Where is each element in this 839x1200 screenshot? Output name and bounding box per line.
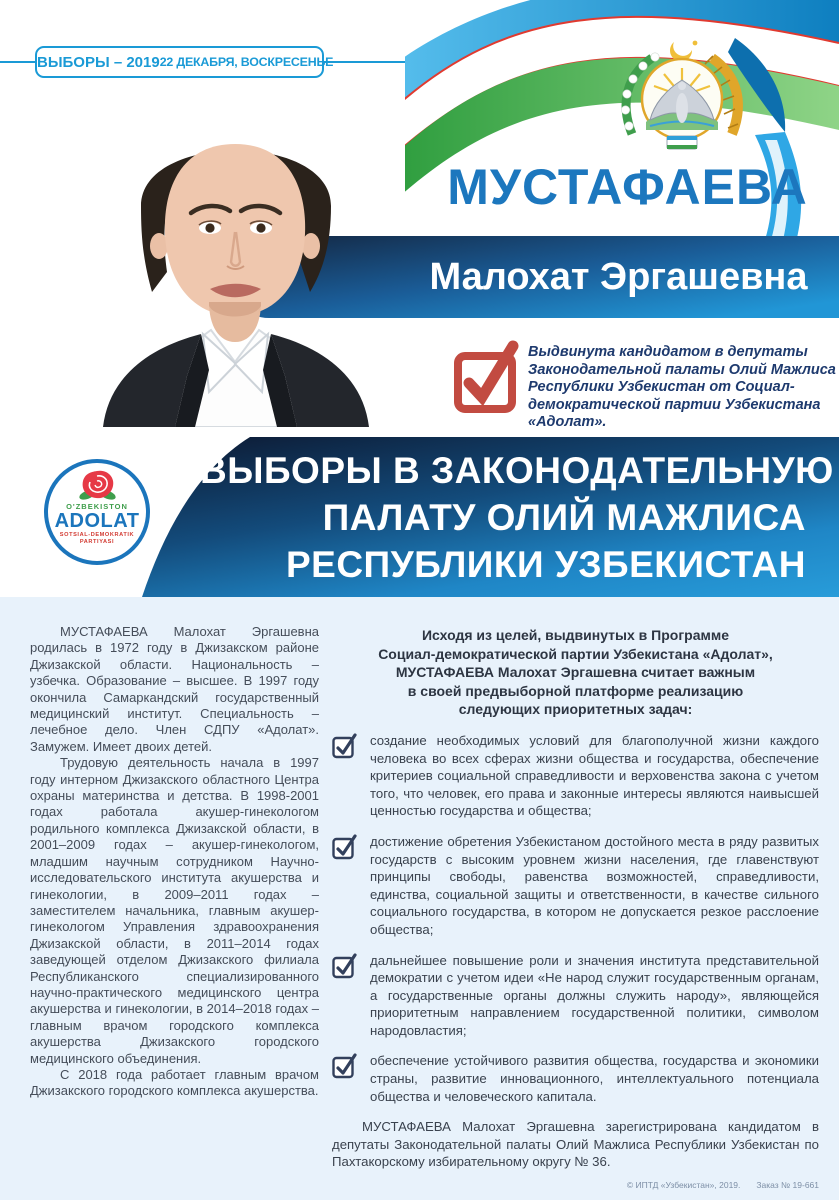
banner-line-3: РЕСПУБЛИКИ УЗБЕКИСТАН [285, 544, 806, 585]
banner-line-2: ПАЛАТУ ОЛИЙ МАЖЛИСА [322, 497, 806, 538]
platform-item-text: дальнейшее повышение роли и значения института представительной демократии с учетом идеи «Не народ служит государственным органам, а государственные органы должны служить народу», являющейся приоритетным направлением государственной политики, символом народовластия; [370, 952, 819, 1038]
platform-intro [332, 626, 819, 719]
checkmark-bullet-icon [332, 732, 356, 758]
platform-intro-line: следующих приоритетных задач: [458, 701, 693, 718]
imprint-line [332, 1180, 819, 1190]
imprint-text: © ИПТД «Узбекистан», 2019. [626, 1180, 741, 1191]
checkbox-checked-icon [452, 336, 518, 414]
banner-line-1: ВЫБОРЫ В ЗАКОНОДАТЕЛЬНУЮ [200, 450, 834, 491]
checkmark-bullet-icon [332, 1052, 356, 1078]
party-logo [44, 459, 150, 565]
candidate-name: Малохат Эргашевна [429, 255, 808, 298]
checkmark-bullet-icon [332, 833, 356, 859]
platform-item-text: создание необходимых условий для благополучной жизни каждого человека во всех сферах жизни общества и государства, обеспечение критериев социальной справедливости и верховенства закона с учетом того, что человек, его права и законные интересы являются наивысшей ценностью государства и общества; [370, 732, 819, 819]
platform-item [332, 732, 819, 820]
header-rule-left [0, 61, 35, 63]
order-number: Заказ № 19-661 [756, 1180, 819, 1191]
registration-paragraph: МУСТАФАЕВА Малохат Эргашевна зарегистрирована кандидатом в депутаты Законодательной палаты Олий Мажлиса Республики Узбекистан по Пахтакорскому избирательному округу № 36. [332, 1119, 819, 1170]
platform-item [332, 1052, 819, 1105]
party-name-label: ADOLAT [54, 510, 140, 532]
banner-title [200, 447, 834, 588]
platform-intro-line: в своей предвыборной платформе реализацию [407, 682, 744, 699]
platform-column [332, 626, 819, 1190]
platform-item-text: достижение обретения Узбекистаном достойного места в ряду развитых государств с высоким уровнем жизни населения, где главенствуют принципы свободы, равенства возможностей, справедливости, единства, социальной защиты и ответственности, в качестве сильного социального государства, в котором не допускается резкое расслоение общества; [370, 833, 819, 937]
biography-column [30, 624, 319, 1100]
nomination-text: Выдвинута кандидатом в депутаты Законодательной палаты Олий Мажлиса Республики Узбекистан от Социал-демократической партии Узбекистана «Адолат». [528, 344, 836, 431]
platform-item [332, 833, 819, 939]
election-day-label: 22 ДЕКАБРЯ, ВОСКРЕСЕНЬЕ [159, 55, 334, 69]
party-subtitle-1: SOTSIAL-DEMOKRATIK [59, 532, 135, 538]
platform-intro-line: Исходя из целей, выдвинутых в Программе [421, 627, 730, 643]
platform-item [332, 952, 819, 1040]
state-emblem-icon [612, 34, 752, 164]
biography-paragraph: Трудовую деятельность начала в 1997 году интерном Джизакского областного Центра охраны материнства и детства. В 1998-2001 годах работала акушер-гинекологом родильного комплекса Джизакской области, в 2001–2009 годах – акушер-гинекологом, младшим научным сотрудником Научно-исследовательского института акушерства и гинекологии, в 2009–2011 годах – заместителем начальника, главным акушер-гинекологом Управления здравоохранения Джизакской области, в 2011–2014 годах заведующей отделом Джизакского филиала Республиканского специализированного научно-практического медицинского центра акушерства и гинекологии, в 2014–2018 годах – главным врачом городского комплекса акушерства Джизакского городского медицинского объединения. [30, 755, 319, 1066]
party-subtitle-2: PARTIYASI [79, 539, 115, 545]
platform-items [332, 732, 819, 1105]
candidate-surname: МУСТАФАЕВА [447, 159, 808, 215]
checkmark-bullet-icon [332, 952, 356, 978]
biography-paragraph: С 2018 года работает главным врачом Джизакского городского комплекса акушерства. [30, 1066, 319, 1099]
platform-intro-line: МУСТАФАЕВА Малохат Эргашевна считает важным [395, 664, 756, 681]
candidate-photo [91, 94, 381, 427]
platform-intro-line: Социал-демократической партии Узбекистана «Адолат», [378, 645, 773, 662]
election-year-label: ВЫБОРЫ – 2019 [37, 53, 160, 71]
party-country-label: O'ZBEKISTON [66, 502, 128, 511]
party-rose-icon [77, 469, 117, 501]
biography-paragraph: МУСТАФАЕВА Малохат Эргашевна родилась в 1972 году в Джизакском районе Джизакской области. Национальность – узбечка. Образование – высшее. В 1997 году окончила Самаркандский государственный медицинский институт. Специальность – лечебное дело. Член СДПУ «Адолат». Замужем. Имеет двоих детей. [30, 624, 319, 754]
platform-item-text: обеспечение устойчивого развития общества, государства и экономики страны, развитие инновационного, интеллектуального потенциала общества и человеческого капитала. [370, 1053, 819, 1104]
election-date-badge [35, 46, 334, 78]
